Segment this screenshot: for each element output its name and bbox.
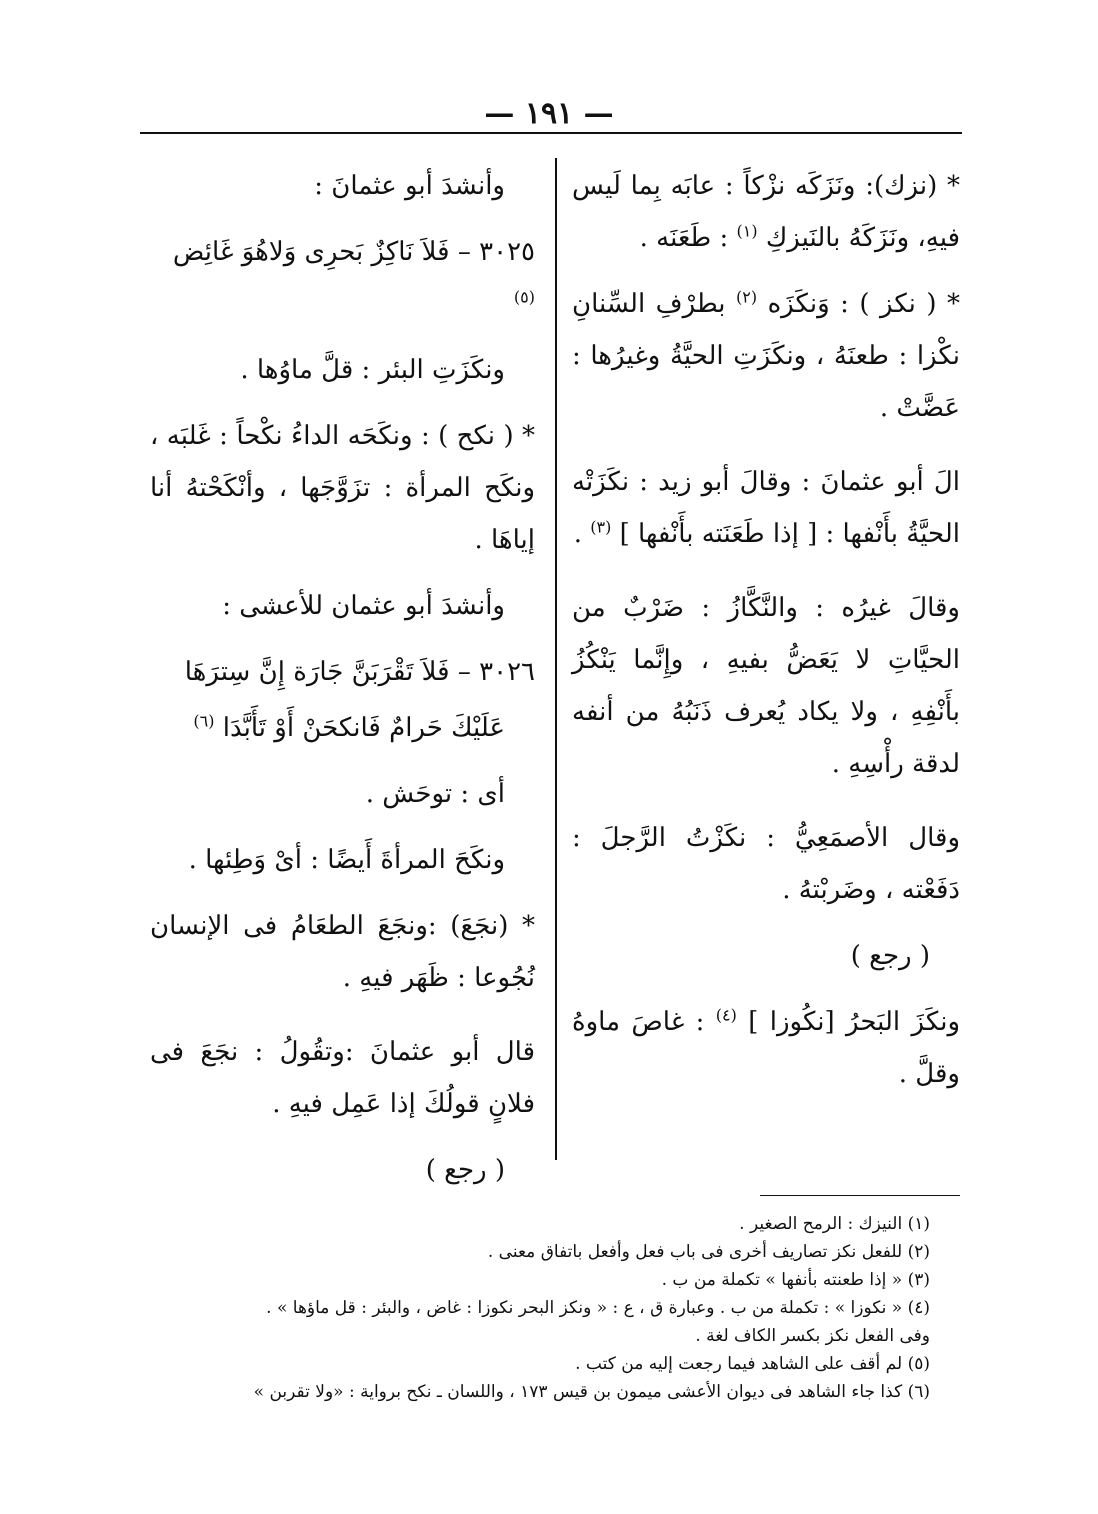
recited-abu-uthman: وأنشدَ أبو عثمانَ :: [314, 171, 505, 201]
verse-3026: [150, 646, 535, 698]
right-column: [572, 160, 960, 1114]
entry-nazk-text: * (نزك): ونَزَكَه نزْكاً : عابَه بِما لَيس فيهِ، ونَزَكَهُ بالنَيزكِ: [572, 171, 960, 253]
nakz-sea: [572, 996, 960, 1100]
page-number: — ١٩١ —: [484, 96, 614, 131]
footnote-ref-5: (٥): [513, 287, 535, 307]
abu-uthman-end: .: [573, 519, 582, 549]
footnote-ref-2: (٢): [736, 287, 758, 307]
footnote-rule: [760, 1195, 960, 1196]
verse-3025: [150, 226, 535, 330]
entry-nakh: * ( نكح ) : ونكَحَه الداءُ نكْحاً : غَلبَه ، ونكَح المرأة : تزَوَّجَها ، وأنْكَحْتهُ أنا إياهَا .: [150, 421, 535, 555]
rajaa-marker-left: ( رجع ): [425, 1155, 505, 1185]
footnote-1: (١) النيزك : الرمح الصغير .: [739, 1214, 930, 1234]
entry-najaa: * (نجَعَ) :ونجَعَ الطعَامُ فى الإنسان نُجُوعا : ظَهَر فيهِ .: [150, 911, 535, 993]
footnote-5: (٥) لم أقف على الشاهد فيما رجعت إليه من كتب .: [575, 1354, 930, 1374]
footnote-4-continued: وفى الفعل نكز بكسر الكاف لغة .: [695, 1326, 930, 1346]
footnote-4: (٤) « نكوزا » : تكملة من ب . وعبارة ق ، ع : « ونكز البحر نكوزا : غاض ، والبئر : قل ماؤها » .: [266, 1298, 930, 1318]
header-rule: [140, 132, 962, 134]
nakh-woman: ونكَحَ المرأةَ أَيضًا : أىْ وَطِئها .: [188, 845, 505, 875]
abu-uthman-text: الَ أبو عثمانَ : وقالَ أبو زيد : نكَزَتْه الحيَّةُ بأَنْفها : [ إذا طَعَنَته بأَنْفها ]: [572, 467, 960, 549]
footnote-3: (٣) « إذا طعنته بأنفها » تكملة من ب .: [661, 1270, 930, 1290]
verse-3026-second: [150, 702, 535, 754]
naqqaz-definition: وقالَ غيرُه : والنَّكَّازُ : ضَرْبٌ من الحيَّاتِ لا يَعَضُّ بفيهِ ، وإِنَّما يَنْكُزُ بأَنْفِهِ ، ولا يكاد يُعرف ذَنَبُهُ من أنفه لدقة رأْسِهِ .: [572, 593, 960, 779]
footnote-2: (٢) للفعل نكز تصاريف أخرى فى باب فعل وأفعل باتفاق معنى .: [487, 1242, 930, 1262]
footnote-ref-4: (٤): [715, 1005, 737, 1025]
entry-nazk: [572, 160, 960, 264]
entry-nazk-end: : طَعَنَه .: [639, 223, 729, 253]
verse-3026-line1: ٣٠٢٦ – فَلاَ تَقْرَبَنَّ جَارَة إِنَّ سِترَهَا: [184, 657, 535, 687]
entry-nakz-head: * ( نكز ) : وَنكَزَه: [767, 289, 960, 319]
left-column: [150, 160, 535, 1210]
nakz-sea-text: : غاصَ ماوهُ وقلَّ .: [572, 1007, 960, 1089]
abu-uthman-najaa: قال أبو عثمانَ :وتقُولُ : نجَعَ فى فلانٍ قولُكَ إذا عَمِل فيهِ .: [150, 1037, 535, 1119]
recited-al-asha: وأنشدَ أبو عثمان للأعشى :: [222, 591, 505, 621]
footnote-ref-1: (١): [736, 221, 758, 241]
verse-3025-text: ٣٠٢٥ – فَلاَ نَاكِزٌ بَحرِى وَلاهُوَ غَائِض: [172, 237, 535, 267]
footnote-ref-6: (٦): [193, 711, 215, 731]
footnote-6: (٦) كذا جاء الشاهد فى ديوان الأعشى ميمون بن قيس ١٧٣ ، واللسان ـ نكح برواية : «ولا تقربن »: [253, 1382, 930, 1402]
column-divider: [555, 158, 557, 1160]
entry-nakz-text: بطرْفِ السِّنانِ نكْزا : طعنَهُ ، ونكَزَتِ الحيَّةُ وغيرُها : عَضَّتْ .: [572, 289, 960, 423]
abu-uthman-quote: [572, 456, 960, 560]
verse-3026-line2: عَلَيْكَ حَرامٌ فَانكحَنْ أَوْ تَأَبَّدَا: [222, 713, 505, 743]
footnote-ref-3: (٣): [590, 517, 612, 537]
footnotes: [140, 1210, 930, 1406]
well-definition: ونكَزَتِ البئر : قلَّ ماوُها .: [240, 355, 505, 385]
rajaa-marker-right: ( رجع ): [850, 941, 930, 971]
nakz-sea-head: ونكَزَ البَحرُ [نكُوزا ]: [748, 1007, 961, 1037]
gloss-tawahhash: أى : توحَش .: [365, 779, 505, 809]
entry-nakz: [572, 278, 960, 434]
asmai-quote: وقال الأصمَعِيُّ : نكَزْتُ الرَّجلَ : دَفَعْته ، وضَربْتهُ .: [572, 823, 960, 905]
